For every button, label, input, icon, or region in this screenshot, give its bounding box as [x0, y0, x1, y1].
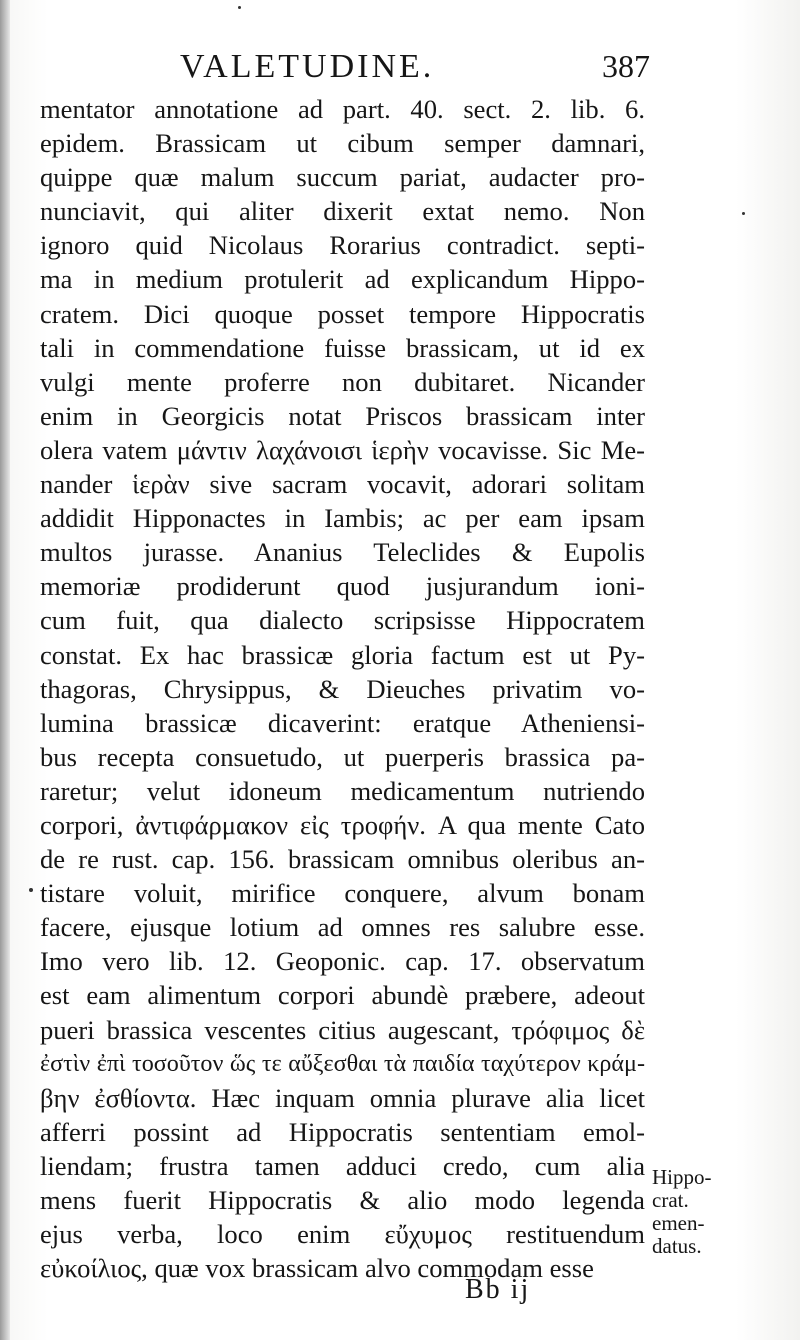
margin-note-line: emen-: [652, 1211, 705, 1235]
text-line: lumina brassicæ dicaverint: eratque Atheniensi-: [40, 707, 645, 738]
text-line: Imo vero lib. 12. Geoponic. cap. 17. observatum: [40, 946, 645, 977]
text-line: de re rust. cap. 156. brassicam omnibus oleribus an-: [40, 844, 645, 875]
margin-note-line: datus.: [652, 1234, 702, 1258]
text-line: ejus verba, loco enim εὔχυμος restituendum: [40, 1219, 645, 1250]
running-head: VALETUDINE.: [180, 48, 435, 85]
page-gutter-shadow: [0, 0, 10, 1340]
text-line: multos jurasse. Ananius Teleclides & Eupolis: [40, 537, 645, 568]
ink-speck: [742, 212, 745, 215]
page-header: [40, 48, 650, 88]
text-line: olera vatem μάντιν λαχάνοισι ἱερὴν vocavisse. Sic Me-: [40, 434, 645, 465]
page-number: 387: [602, 48, 650, 84]
text-line: enim in Georgicis notat Priscos brassicam inter: [40, 400, 645, 431]
text-line: pueri brassica vescentes citius augescant, τρόφιμος δὲ: [40, 1014, 645, 1045]
text-line: εὐκοίλιος, quæ vox brassicam alvo commodam esse: [40, 1253, 594, 1284]
text-line: bus recepta consuetudo, ut puerperis brassica pa-: [40, 741, 645, 772]
margin-note: [652, 1166, 732, 1258]
body-text: [40, 92, 645, 1285]
ink-speck: [238, 6, 241, 9]
text-line: afferri possint ad Hippocratis sententiam emol-: [40, 1116, 645, 1147]
text-line: mens fuerit Hippocratis & alio modo legenda: [40, 1185, 645, 1215]
text-line: cum fuit, qua dialecto scripsisse Hippocratem: [40, 605, 645, 636]
margin-note-line: Hippo-: [652, 1165, 712, 1189]
text-line: addidit Hipponactes in Iambis; ac per eam ipsam: [40, 503, 645, 534]
text-line: nunciavit, qui aliter dixerit extat nemo. Non: [40, 196, 645, 227]
text-line: est eam alimentum corpori abundè præbere, adeout: [40, 980, 645, 1011]
text-line: constat. Ex hac brassicæ gloria factum est ut Py-: [40, 639, 645, 670]
ink-speck: [29, 888, 33, 892]
text-line: vulgi mente proferre non dubitaret. Nicander: [40, 366, 645, 397]
text-line: ma in medium protulerit ad explicandum Hippo-: [40, 264, 645, 295]
text-line: liendam; frustra tamen adduci credo, cum alia: [40, 1150, 645, 1181]
text-line: tali in commendatione fuisse brassicam, ut id ex: [40, 332, 645, 363]
text-line: ignoro quid Nicolaus Rorarius contradict. septi-: [40, 230, 645, 261]
text-line: βην ἐσθίοντα. Hæc inquam omnia plurave alia licet: [40, 1082, 645, 1113]
text-line: thagoras, Chrysippus, & Dieuches privatim vo-: [40, 673, 645, 704]
text-line: nander ἱερὰν sive sacram vocavit, adorari solitam: [40, 469, 645, 500]
text-line: quippe quæ malum succum pariat, audacter pro-: [40, 162, 645, 193]
text-line: ἐστὶν ἐπὶ τοσοῦτον ὥς τε αὔξεσθαι τὰ παιδία ταχύτερον κράμ-: [40, 1050, 645, 1077]
margin-note-line: crat.: [652, 1188, 689, 1212]
text-line: epidem. Brassicam ut cibum semper damnari,: [40, 128, 645, 159]
text-line: cratem. Dici quoque posset tempore Hippocratis: [40, 298, 645, 329]
text-line: memoriæ prodiderunt quod jusjurandum ioni-: [40, 571, 645, 602]
text-line: raretur; velut idoneum medicamentum nutriendo: [40, 775, 645, 806]
text-line: mentator annotatione ad part. 40. sect. 2. lib. 6.: [40, 94, 645, 124]
text-line: tistare voluit, mirifice conquere, alvum bonam: [40, 878, 645, 909]
text-line: facere, ejusque lotium ad omnes res salubre esse.: [40, 912, 645, 943]
catchword: Bb ij: [465, 1274, 531, 1305]
text-line: corpori, ἀντιφάρμακον εἰς τροφήν. A qua mente Cato: [40, 809, 645, 840]
